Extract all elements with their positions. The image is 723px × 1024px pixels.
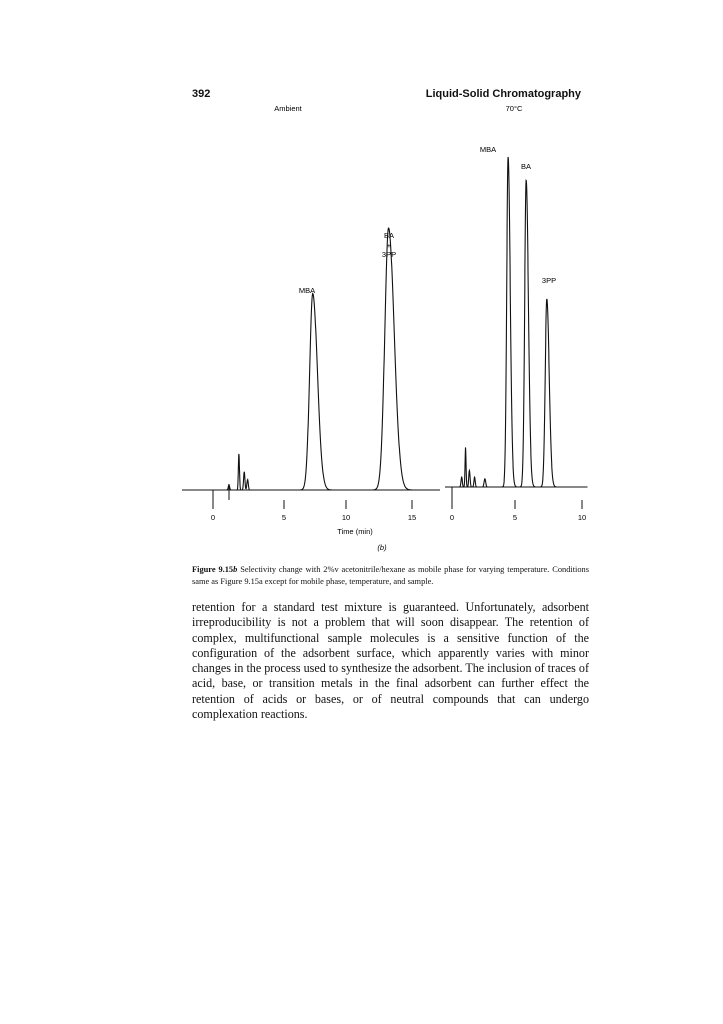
right-peak-label-ba: BA [520, 162, 532, 171]
running-head: Liquid-Solid Chromatography [425, 88, 581, 100]
caption-text: Selectivity change with 2%v acetonitrile/hexane as mobile phase for varying temperature. Conditions same as Figure 9.15a except for mobile phase, temperature, and sample. [192, 565, 589, 586]
figure-label-suffix: b [233, 565, 238, 574]
x-axis-label: Time (min) [337, 527, 373, 536]
left-tick-label-0: 0 [210, 513, 216, 522]
left-peak-label-ba: BA [383, 231, 395, 240]
left-tick-label-10: 10 [341, 513, 351, 522]
panel-label: (b) [377, 543, 387, 552]
left-tick-label-15: 15 [407, 513, 417, 522]
right-peak-label-mba: MBA [479, 145, 497, 154]
page-number: 392 [192, 88, 211, 100]
left-chart-title: Ambient [274, 104, 302, 113]
body-paragraph: retention for a standard test mixture is guaranteed. Unfortunately, adsorbent irreproducibility is not a problem that will soon disappear. The retention of complex, multifunctional sample molecules is a sensitive function of the configuration of the adsorbent surface, which apparently varies with minor changes in the process used to synthesize the adsorbent. The inclusion of traces of acid, base, or transition metals in the final adsorbent can further effect the retention of acids or bases, or of neutral compounds that can undergo complexation reactions. [192, 600, 589, 722]
figure-caption [192, 564, 589, 588]
left-peak-label-mba: MBA [298, 286, 316, 295]
figure-label: Figure 9.15 [192, 565, 234, 574]
left-tick-label-5: 5 [281, 513, 287, 522]
left-peak-label-plus: + [386, 241, 392, 250]
right-tick-label-10: 10 [577, 513, 587, 522]
right-tick-label-0: 0 [449, 513, 455, 522]
right-chart-title: 70°C [505, 104, 523, 113]
right-tick-label-5: 5 [512, 513, 518, 522]
left-peak-label-3pp: 3PP [381, 250, 397, 259]
left-chromatogram-trace [213, 228, 426, 490]
right-chromatogram-trace [452, 157, 588, 487]
right-peak-label-3pp: 3PP [541, 276, 557, 285]
